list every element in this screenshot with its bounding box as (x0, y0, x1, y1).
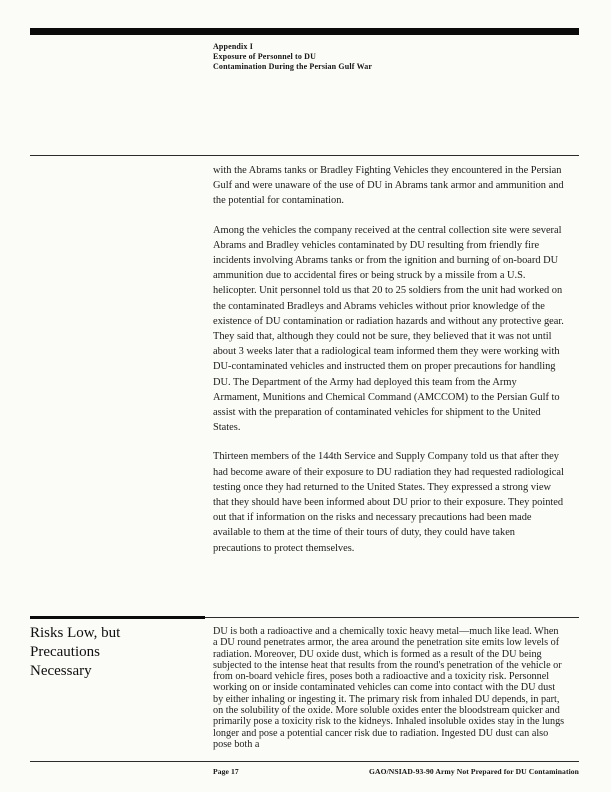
appendix-label: Appendix I (213, 42, 253, 51)
header-title-line-2: Contamination During the Persian Gulf War (213, 62, 373, 71)
body-paragraph: Thirteen members of the 144th Service and Supply Company told us that after they had become aware of their exposure to DU radiation they had requested radiological testing once they had returned to the United States. They expressed a strong view that they should have been informed about DU prior to their exposure. They pointed out that if information on the risks and necessary precautions had been made available to them at the time of their tours of duty, they could have taken precautions to protect themselves. (213, 451, 564, 554)
section-rule-right (205, 617, 579, 618)
body-paragraph: Among the vehicles the company received at the central collection site were several Abrams and Bradley vehicles contaminated by DU resulting from friendly fire incidents involving Abrams tanks or from the ignition and burning of on-board DU ammunition due to accidental fires or being struck by a missile from a U.S. helicopter. Unit personnel told us that 20 to 25 soldiers from the unit had worked on the contaminated Bradleys and Abrams vehicles without prior knowledge of the existence of DU contamination or radiation hazards and without any protective gear. They said that, although they could not be sure, they believed that it was not until about 3 weeks later that a radiological team informed them they were working with DU-contaminated vehicles and instructed them on proper precautions for handling DU. The Department of the Army had deployed this team from the Army Armament, Munitions and Chemical Command (AMCCOM) to the Persian Gulf to assist with the preparation of contaminated vehicles for shipment to the United States. (213, 224, 564, 434)
page-footer (213, 767, 579, 776)
body-paragraph: with the Abrams tanks or Bradley Fighting Vehicles they encountered in the Persian Gulf and were unaware of the use of DU in Abrams tank armor and ammunition and the potential for contamination. (213, 165, 564, 207)
body-column (213, 163, 565, 556)
section-body-column (213, 626, 565, 750)
top-rule (30, 28, 579, 35)
footer-rule (30, 761, 579, 762)
page-number: Page 17 (213, 767, 239, 776)
section-rule-left (30, 616, 205, 619)
section-paragraph: DU is both a radioactive and a chemically toxic heavy metal—much like lead. When a DU round penetrates armor, the area around the penetration site emits low levels of radiation. Moreover, DU oxide dust, which is formed as a result of the DU being subjected to the intense heat that results from the round's penetration of the vehicle or from on-board vehicle fires, poses both a radioactive and a toxicity risk. Personnel working on or inside contaminated vehicles can come into contact with the DU dust by either inhaling or ingesting it. The primary risk from inhaled DU depends, in part, on the solubility of the oxide. More soluble oxides enter the bloodstream quicker and primarily pose a toxicity risk to the kidneys. Inhaled insoluble oxides stay in the lungs longer and pose a potential cancer risk due to radiation. Ingested DU dust can also pose both a (213, 626, 565, 750)
section-heading: Risks Low, but Precautions Necessary (30, 625, 121, 679)
appendix-header (213, 42, 372, 72)
header-divider-rule (30, 155, 579, 156)
header-title-line-1: Exposure of Personnel to DU (213, 52, 317, 61)
report-id: GAO/NSIAD-93-90 Army Not Prepared for DU Contamination (369, 767, 579, 776)
